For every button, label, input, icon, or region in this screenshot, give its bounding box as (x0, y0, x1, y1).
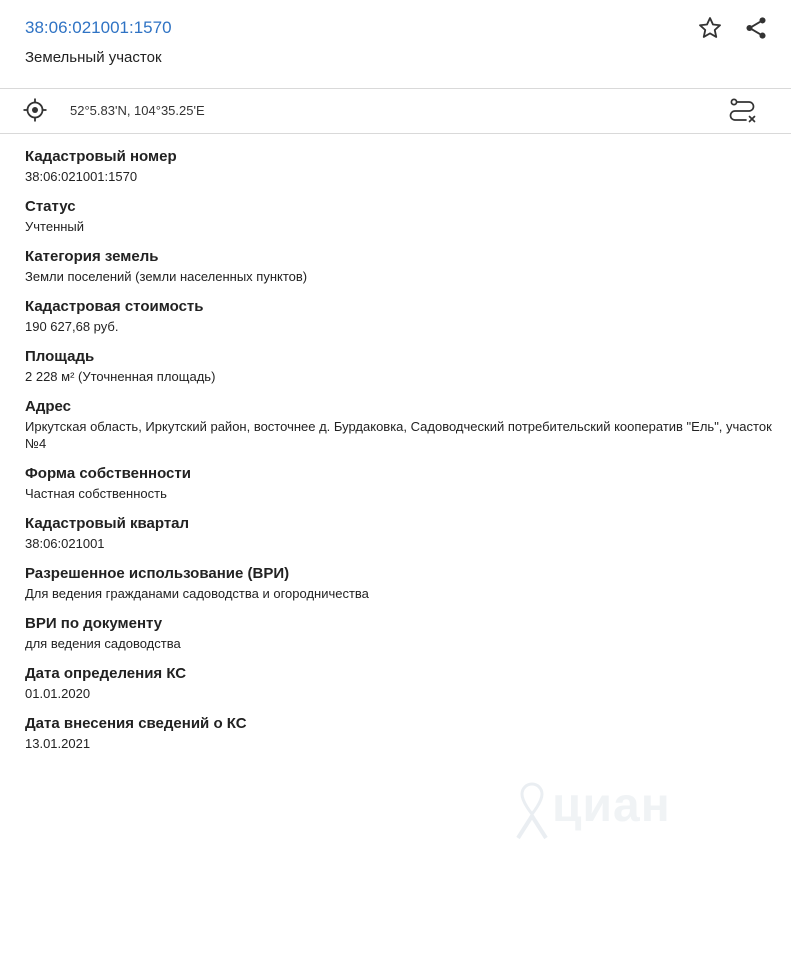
field-value: Иркутская область, Иркутский район, восточнее д. Бурдаковка, Садоводческий потребительский кооператив "Ель", участок №4 (25, 419, 772, 451)
coordinates-text: 52°5.83'N, 104°35.25'E (70, 103, 205, 118)
field-value: Учтенный (25, 219, 85, 234)
field-value: 2 228 м² (Уточненная площадь) (25, 369, 216, 384)
coordinates-bar (0, 89, 791, 133)
page-title: 38:06:021001:1570 (25, 18, 172, 37)
page-subtitle: Земельный участок (25, 49, 162, 66)
field-label: ВРИ по документу (25, 615, 163, 632)
watermark-pin-icon (512, 780, 552, 840)
field-valuation-date (25, 664, 775, 702)
field-label: Кадастровая стоимость (25, 298, 204, 315)
field-area (25, 347, 775, 385)
field-label: Кадастровый номер (25, 148, 177, 165)
field-land-category (25, 247, 775, 285)
field-value: Частная собственность (25, 486, 167, 501)
field-address (25, 397, 775, 452)
field-value: 01.01.2020 (25, 686, 91, 701)
field-value: Для ведения гражданами садоводства и огородничества (25, 586, 369, 601)
field-label: Адрес (25, 398, 72, 415)
field-cadastral-quarter (25, 514, 775, 552)
field-label: Дата определения КС (25, 665, 187, 682)
field-label: Разрешенное использование (ВРИ) (25, 565, 290, 582)
field-cadastral-value (25, 297, 775, 335)
field-entry-date (25, 714, 775, 752)
field-label: Площадь (25, 348, 95, 365)
field-value: 190 627,68 руб. (25, 319, 119, 334)
share-button[interactable] (741, 13, 771, 43)
watermark-logo: циан (552, 779, 671, 832)
field-value: Земли поселений (земли населенных пунктов) (25, 269, 308, 284)
share-icon (743, 15, 769, 41)
field-label: Категория земель (25, 248, 159, 265)
locate-button[interactable] (22, 97, 48, 123)
field-document-use (25, 614, 775, 652)
field-ownership (25, 464, 775, 502)
field-cadastral-number (25, 147, 775, 185)
field-label: Статус (25, 198, 76, 215)
field-value: 38:06:021001:1570 (25, 169, 138, 184)
field-label: Дата внесения сведений о КС (25, 715, 247, 732)
field-value: для ведения садоводства (25, 636, 181, 651)
field-label: Форма собственности (25, 465, 191, 482)
field-value: 13.01.2021 (25, 736, 91, 751)
details-list (25, 147, 775, 764)
field-status (25, 197, 775, 235)
field-permitted-use (25, 564, 775, 602)
star-icon (697, 15, 723, 41)
field-label: Кадастровый квартал (25, 515, 190, 532)
route-button[interactable] (726, 95, 758, 127)
header (0, 0, 791, 88)
route-icon (726, 95, 758, 127)
locate-icon (22, 97, 48, 123)
field-value: 38:06:021001 (25, 536, 105, 551)
divider (0, 133, 791, 134)
favorite-button[interactable] (695, 13, 725, 43)
